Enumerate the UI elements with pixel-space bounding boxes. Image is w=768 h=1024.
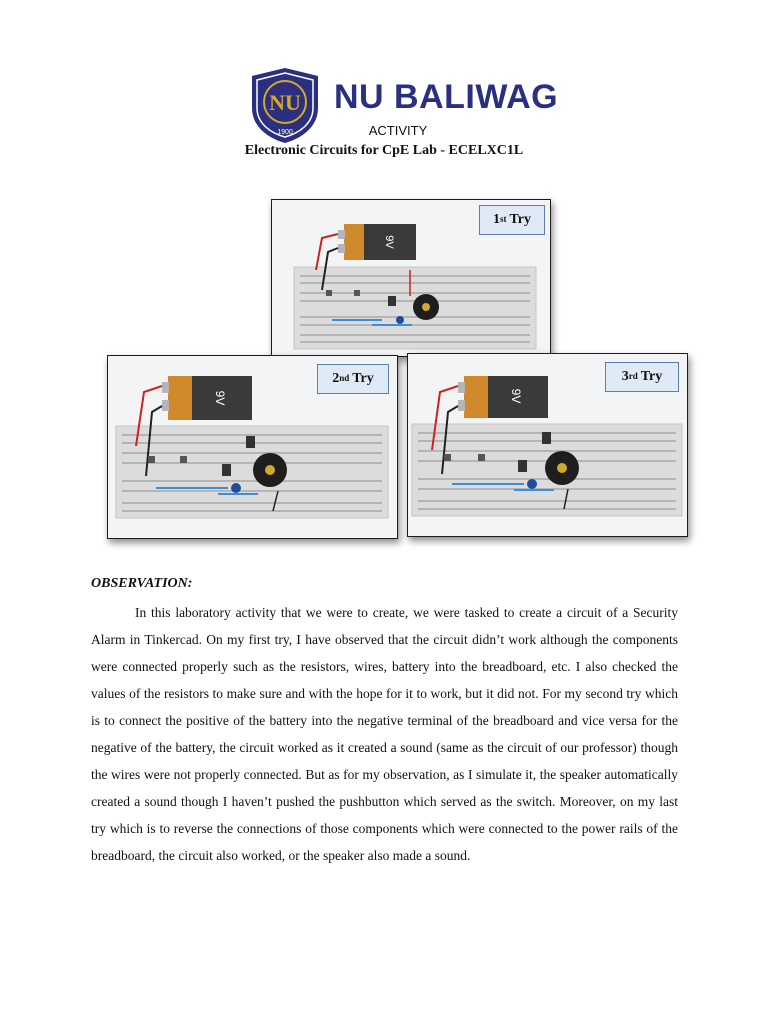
- try-ordinal: rd: [628, 371, 638, 381]
- circuit-figure-1: [271, 199, 551, 357]
- try-label-1: [479, 205, 545, 235]
- try-ordinal: nd: [339, 373, 350, 383]
- try-label-2: [317, 364, 389, 394]
- observation-heading: OBSERVATION:: [91, 576, 193, 591]
- brand-name: NU BALIWAG: [334, 78, 559, 116]
- try-number: 3: [621, 369, 629, 384]
- try-word: Try: [509, 212, 531, 227]
- logo-monogram: NU: [269, 90, 301, 115]
- battery-label: 9V: [213, 390, 227, 406]
- observation-paragraph: In this laboratory activity that we were to create, we were tasked to create a circuit of a Security Alarm in Tinkercad. On my first try, I have observed that the circuit didn’t work although the components were connected properly such as the resistors, wires, battery into the breadboard, etc. I also checked the values of the resistors to make sure and with the hope for it to work, but it did not. For my second try which is to connect the positive of the battery into the negative terminal of the breadboard and vice versa for the negative of the battery, the circuit worked as it created a sound (same as the circuit of our professor) though the wires were not properly connected. But as for my observation, as I simulate it, the speaker automatically created a sound though I haven’t pushed the pushbutton which served as the switch. Moreover, on my last try which is to reverse the connections of those components which were connected to the power rails of the breadboard, the circuit also worked, or the speaker also made a sound.: [91, 605, 678, 863]
- course-title: Electronic Circuits for CpE Lab - ECELXC1L: [244, 143, 524, 158]
- logo-year: 1900: [277, 129, 293, 136]
- battery-label: 9V: [383, 235, 395, 249]
- try-number: 2: [332, 371, 340, 386]
- activity-heading: ACTIVITY: [368, 123, 428, 138]
- try-word: Try: [352, 371, 374, 386]
- try-ordinal: st: [499, 214, 507, 224]
- circuit-figure-3: [407, 353, 688, 537]
- try-number: 1: [492, 212, 500, 227]
- circuit-figure-2: [107, 355, 398, 539]
- try-label-3: [605, 362, 679, 392]
- battery-label: 9V: [509, 388, 523, 404]
- try-word: Try: [640, 369, 663, 384]
